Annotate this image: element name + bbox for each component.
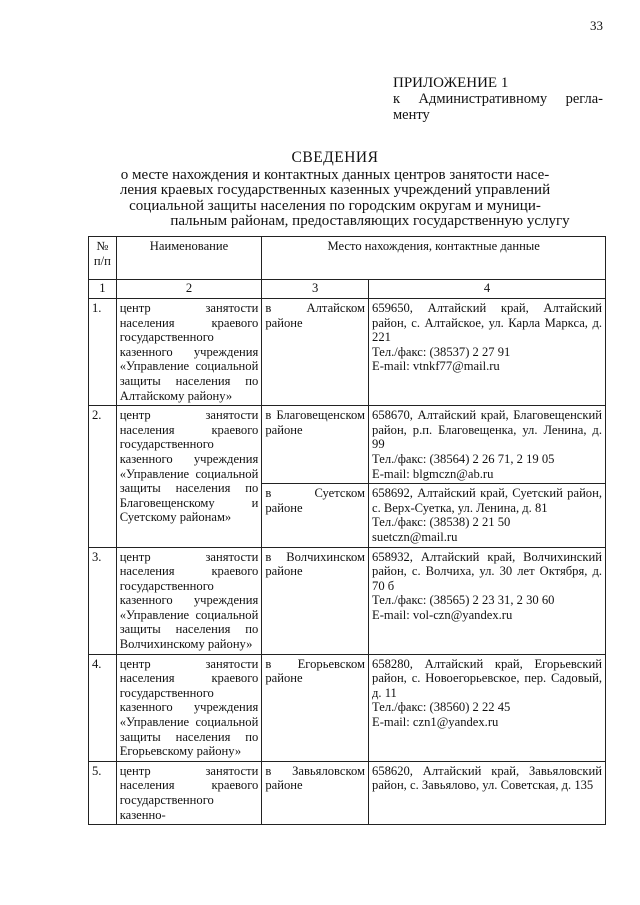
contact-data xyxy=(369,299,606,406)
phone: Тел./факс: (38560) 2 22 45 xyxy=(372,700,511,715)
row-number: 2. xyxy=(89,406,117,547)
center-name: центр занятости населения краевого государственного казенного учреждения «Управление социальной защиты населения по Алтайскому району» xyxy=(116,299,262,406)
contacts-table xyxy=(88,236,606,825)
email: E-mail: blgmczn@ab.ru xyxy=(372,466,494,481)
row-number: 5. xyxy=(89,761,117,824)
column-number: 4 xyxy=(369,280,606,299)
table-row xyxy=(89,761,606,824)
location: в Благовещенском районе xyxy=(262,406,369,484)
heading-line-3: социальной защиты населения по городским округам и муници- xyxy=(129,197,541,214)
appendix-line-1: к Административному регла- xyxy=(393,91,603,107)
header-place: Место нахождения, контактные данные xyxy=(262,237,606,280)
phone: Тел./факс: (38537) 2 27 91 xyxy=(372,344,511,359)
location: в Егорьевском районе xyxy=(262,654,369,761)
location: в Волчихинском районе xyxy=(262,547,369,654)
heading-line-4: пальным районам, предоставляющих государственную услугу xyxy=(170,213,570,229)
appendix-line-2: менту xyxy=(393,107,430,123)
address: 658932, Алтайский край, Волчихинский район, с. Волчиха, ул. 30 лет Октября, д. 70 б xyxy=(372,549,602,593)
contact-data xyxy=(369,547,606,654)
appendix-block xyxy=(393,75,603,123)
contact-data xyxy=(369,406,606,484)
email: E-mail: czn1@yandex.ru xyxy=(372,715,499,730)
heading-title: СВЕДЕНИЯ xyxy=(291,149,379,166)
address: 658670, Алтайский край, Благовещенский район, р.п. Благовещенка, ул. Ленина, д. 99 xyxy=(372,408,602,452)
header-no: № п/п xyxy=(89,237,117,280)
email: E-mail: vol-czn@yandex.ru xyxy=(372,607,513,622)
email: E-mail: vtnkf77@mail.ru xyxy=(372,359,500,374)
address: 658280, Алтайский край, Егорьевский район, с. Новоегорьевское, пер. Садовый, д. 11 xyxy=(372,656,602,700)
center-name: центр занятости населения краевого государственного казенно- xyxy=(116,761,262,824)
column-number: 3 xyxy=(262,280,369,299)
document-heading xyxy=(90,150,580,230)
header-name: Наименование xyxy=(116,237,262,280)
phone: Тел./факс: (38565) 2 23 31, 2 30 60 xyxy=(372,593,555,608)
table-row xyxy=(89,654,606,761)
heading-line-2: ления краевых государственных казенных учреждений управлений xyxy=(119,182,551,198)
contact-data xyxy=(369,654,606,761)
location: в Завьяловском районе xyxy=(262,761,369,824)
table-row xyxy=(89,299,606,406)
email: suetczn@mail.ru xyxy=(372,529,458,544)
page-number: 33 xyxy=(590,18,603,33)
column-numbers-row xyxy=(89,280,606,299)
row-number: 1. xyxy=(89,299,117,406)
address: 658620, Алтайский край, Завьяловский район, с. Завьялово, ул. Советская, д. 135 xyxy=(372,763,602,793)
column-number: 1 xyxy=(89,280,117,299)
location: в Суетском районе xyxy=(262,484,369,547)
contact-data xyxy=(369,761,606,824)
phone: Тел./факс: (38564) 2 26 71, 2 19 05 xyxy=(372,451,555,466)
table-row xyxy=(89,547,606,654)
center-name: центр занятости населения краевого государственного казенного учреждения «Управление социальной защиты населения по Благовещенскому и Суетскому районам» xyxy=(116,406,262,547)
row-number: 3. xyxy=(89,547,117,654)
table-row xyxy=(89,406,606,484)
contact-data xyxy=(369,484,606,547)
address: 659650, Алтайский край, Алтайский район, с. Алтайское, ул. Карла Маркса, д. 221 xyxy=(372,301,602,345)
appendix-title: ПРИЛОЖЕНИЕ 1 xyxy=(393,75,509,91)
center-name: центр занятости населения краевого государственного казенного учреждения «Управление социальной защиты населения по Егорьевскому району» xyxy=(116,654,262,761)
table-header-row xyxy=(89,237,606,280)
column-number: 2 xyxy=(116,280,262,299)
row-number: 4. xyxy=(89,654,117,761)
address: 658692, Алтайский край, Суетский район, с. Верх-Суетка, ул. Ленина, д. 81 xyxy=(372,486,602,515)
location: в Алтайском районе xyxy=(262,299,369,406)
center-name: центр занятости населения краевого государственного казенного учреждения «Управление социальной защиты населения по Волчихинскому району» xyxy=(116,547,262,654)
heading-line-1: о месте нахождения и контактных данных центров занятости насе- xyxy=(120,166,550,183)
phone: Тел./факс: (38538) 2 21 50 xyxy=(372,515,511,530)
